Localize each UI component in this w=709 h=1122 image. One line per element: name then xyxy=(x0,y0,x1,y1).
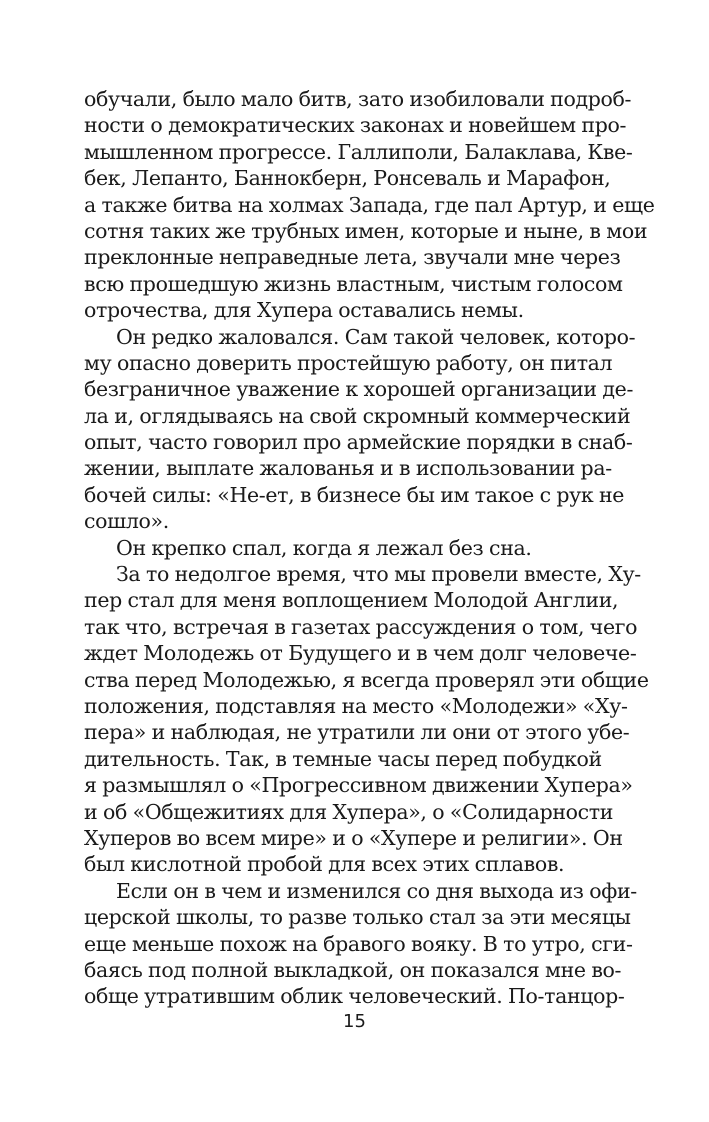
text-line: опыт, часто говорил про армейские порядки в снаб- xyxy=(84,430,633,455)
text-line: отрочества, для Хупера оставались немы. xyxy=(84,298,524,323)
paragraph-3 xyxy=(84,535,584,561)
text-line: Хуперов во всем мире» и о «Хупере и религии». Он xyxy=(84,825,623,850)
text-line: мышленном прогрессе. Галлиполи, Балаклава, Кве- xyxy=(84,139,633,164)
text-line: положения, подставляя на место «Молодежи» «Ху- xyxy=(84,693,628,718)
text-line: всю прошедшую жизнь властным, чистым голосом xyxy=(84,271,623,296)
text-line: бек, Лепанто, Баннокберн, Ронсеваль и Марафон, xyxy=(84,166,611,191)
text-line: преклонные неправедные лета, звучали мне через xyxy=(84,245,621,270)
text-line: Если он в чем и изменился со дня выхода из офи- xyxy=(116,878,637,903)
text-line: а также битва на холмах Запада, где пал Артур, и еще xyxy=(84,192,655,217)
page-text xyxy=(84,86,655,1010)
text-line: ждет Молодежь от Будущего и в чем долг человече- xyxy=(84,641,637,666)
text-line: му опасно доверить простейшую работу, он питал xyxy=(84,350,613,375)
text-line: бочей силы: «Не-ет, в бизнесе бы им такое с рук не xyxy=(84,482,625,507)
text-line: церской школы, то разве только стал за эти месяцы xyxy=(84,905,631,930)
page-number: 15 xyxy=(343,1011,366,1032)
paragraph-5 xyxy=(84,878,637,1010)
text-line: обучали, было мало битв, зато изобиловали подроб- xyxy=(84,87,632,111)
text-line: я размышлял о «Прогрессивном движении Хупера» xyxy=(84,773,633,798)
text-line: ла и, оглядываясь на свой скромный коммерческий xyxy=(84,403,631,428)
text-line: был кислотной пробой для всех этих сплавов. xyxy=(84,852,565,877)
text-line: Он крепко спал, когда я лежал без сна. xyxy=(116,535,532,560)
text-line: ности о демократических законах и новейшем про- xyxy=(84,113,627,138)
paragraph-2 xyxy=(84,324,636,535)
paragraph-4 xyxy=(84,561,649,878)
text-line: дительность. Так, в темные часы перед побудкой xyxy=(84,746,602,771)
paragraph-1 xyxy=(84,86,655,324)
text-line: За то недолгое время, что мы провели вместе, Ху- xyxy=(116,562,641,587)
text-line: так что, встречая в газетах рассуждения о том, чего xyxy=(84,614,638,639)
text-line: и об «Общежитиях для Хупера», о «Солидарности xyxy=(84,799,614,824)
text-line: жении, выплате жалованья и в использовании ра- xyxy=(84,456,612,481)
text-line: сошло». xyxy=(84,509,169,534)
text-line: еще меньше похож на бравого вояку. В то утро, сги- xyxy=(84,931,633,956)
text-line: безграничное уважение к хорошей организации де- xyxy=(84,377,634,402)
text-line: баясь под полной выкладкой, он показался мне во- xyxy=(84,957,622,982)
text-line: обще утратившим облик человеческий. По-танцор- xyxy=(84,984,625,1009)
text-line: сотня таких же трубных имен, которые и ныне, в мои xyxy=(84,218,648,243)
text-line: Он редко жаловался. Сам такой человек, которо- xyxy=(116,324,636,349)
text-line: пер стал для меня воплощением Молодой Англии, xyxy=(84,588,619,613)
text-line: пера» и наблюдая, не утратили ли они от этого убе- xyxy=(84,720,630,745)
text-line: ства перед Молодежью, я всегда проверял эти общие xyxy=(84,667,649,692)
